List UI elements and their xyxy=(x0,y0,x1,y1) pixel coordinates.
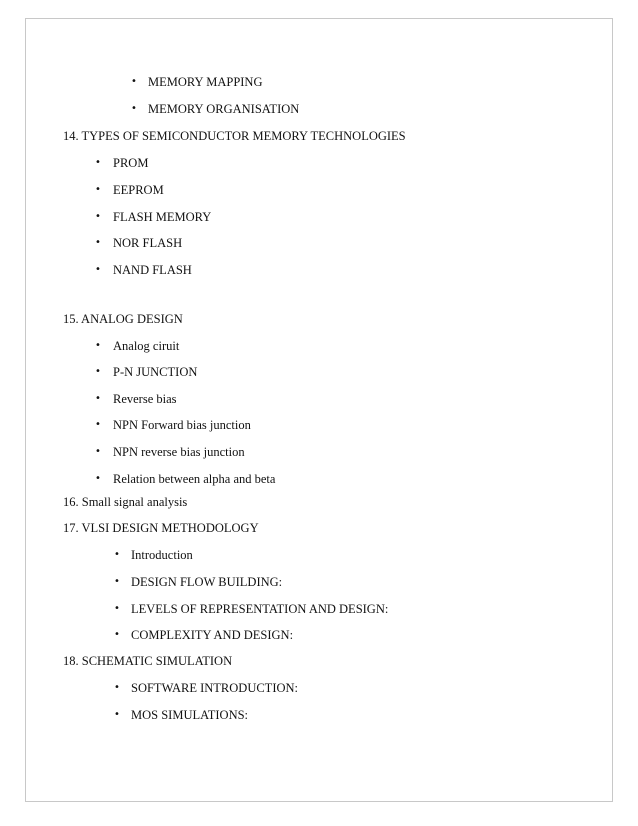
list-item: Analog ciruit xyxy=(113,339,180,353)
list-item: NAND FLASH xyxy=(113,263,192,277)
bullet-marker: • xyxy=(114,603,120,614)
bullet-marker: • xyxy=(114,709,120,720)
section-heading: 17. VLSI DESIGN METHODOLOGY xyxy=(63,521,259,535)
section-heading: 18. SCHEMATIC SIMULATION xyxy=(63,654,233,668)
section-heading: 15. ANALOG DESIGN xyxy=(63,312,183,326)
list-item: MEMORY MAPPING xyxy=(148,75,263,89)
list-item: PROM xyxy=(113,156,149,170)
list-item: FLASH MEMORY xyxy=(113,210,212,224)
list-item: NOR FLASH xyxy=(113,236,183,250)
list-item: DESIGN FLOW BUILDING: xyxy=(131,575,283,589)
list-item: Introduction xyxy=(131,548,193,562)
bullet-marker: • xyxy=(95,366,101,377)
bullet-marker: • xyxy=(95,340,101,351)
list-item: NPN reverse bias junction xyxy=(113,445,245,459)
bullet-marker: • xyxy=(95,157,101,168)
list-item: LEVELS OF REPRESENTATION AND DESIGN: xyxy=(131,602,389,616)
bullet-marker: • xyxy=(95,184,101,195)
bullet-marker: • xyxy=(95,211,101,222)
list-item: P-N JUNCTION xyxy=(113,365,198,379)
list-item: Reverse bias xyxy=(113,392,177,406)
section-heading: 14. TYPES OF SEMICONDUCTOR MEMORY TECHNOLOGIES xyxy=(63,129,406,143)
bullet-marker: • xyxy=(95,473,101,484)
bullet-marker: • xyxy=(131,76,137,87)
bullet-marker: • xyxy=(114,576,120,587)
list-item: Relation between alpha and beta xyxy=(113,472,276,486)
bullet-marker: • xyxy=(114,682,120,693)
list-item: EEPROM xyxy=(113,183,164,197)
bullet-marker: • xyxy=(95,446,101,457)
bullet-marker: • xyxy=(95,393,101,404)
list-item: MOS SIMULATIONS: xyxy=(131,708,249,722)
list-item: MEMORY ORGANISATION xyxy=(148,102,300,116)
bullet-marker: • xyxy=(95,419,101,430)
list-item: NPN Forward bias junction xyxy=(113,418,251,432)
list-item: COMPLEXITY AND DESIGN: xyxy=(131,628,294,642)
bullet-marker: • xyxy=(131,103,137,114)
list-item: SOFTWARE INTRODUCTION: xyxy=(131,681,299,695)
bullet-marker: • xyxy=(95,264,101,275)
bullet-marker: • xyxy=(114,549,120,560)
section-heading: 16. Small signal analysis xyxy=(63,495,188,509)
bullet-marker: • xyxy=(95,237,101,248)
bullet-marker: • xyxy=(114,629,120,640)
